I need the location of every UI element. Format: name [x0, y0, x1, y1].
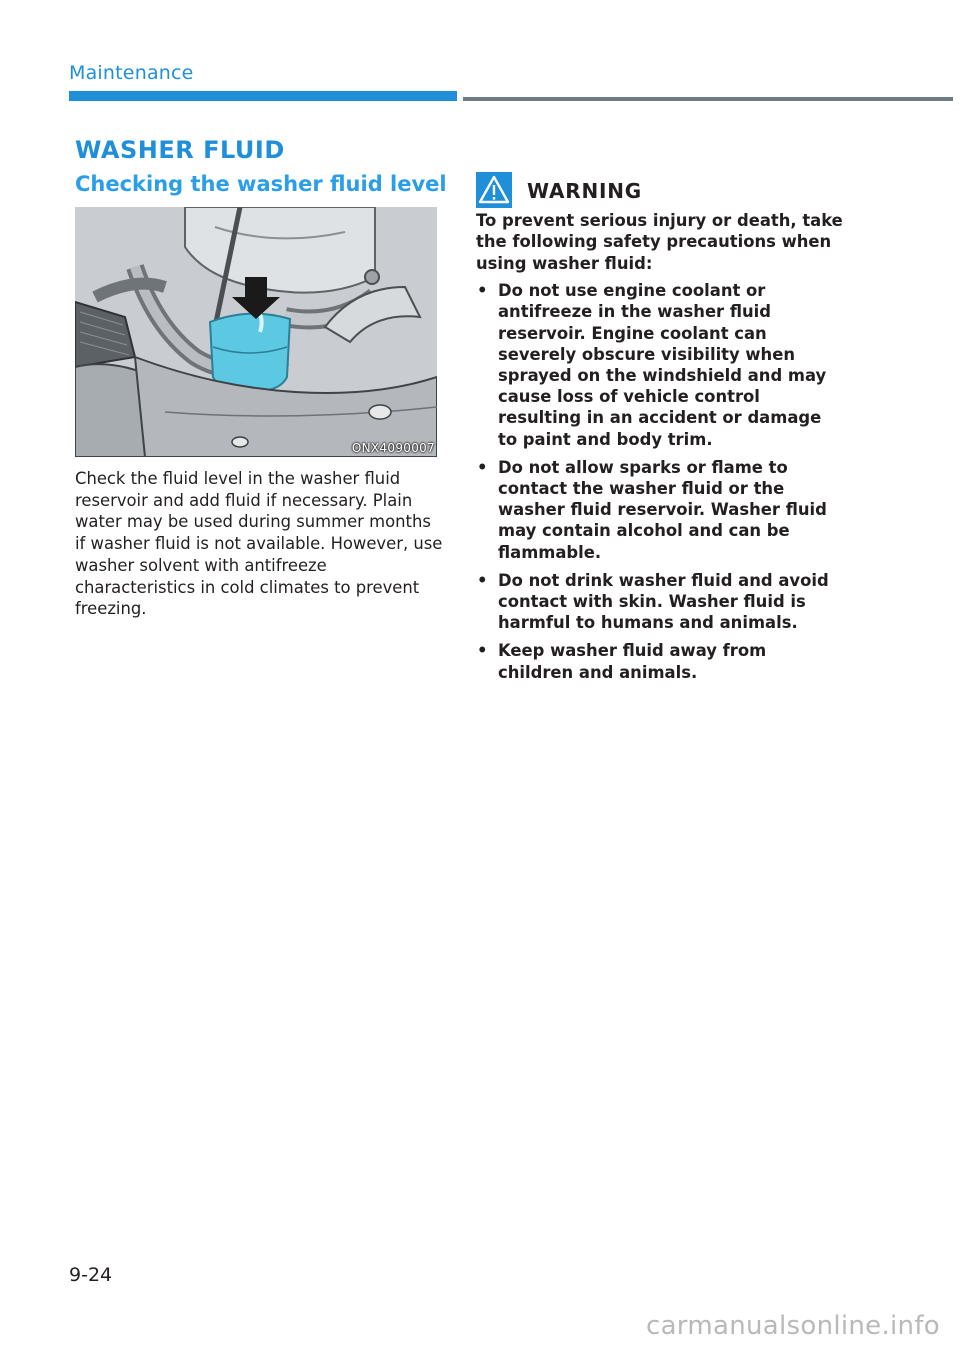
warning-item-text: Do not use engine coolant or antifreeze in the washer fluid reservoir. Engine coolant can severely obscure visibility when sprayed on the windshield and may cause loss of vehicle control resulting in an accident or damage to paint and body trim.: [498, 281, 827, 449]
washer-reservoir-drawing: [75, 207, 437, 457]
warning-item-text: Keep washer fluid away from children and animals.: [498, 641, 767, 682]
warning-triangle-icon: [476, 172, 512, 208]
warning-item-text: Do not allow sparks or flame to contact the washer fluid or the washer fluid reservoir. Washer fluid may contain alcohol and can be flammable.: [498, 457, 827, 562]
subsection-title: Checking the washer fluid level: [75, 172, 447, 196]
bullet-icon: •: [477, 281, 488, 301]
warning-header: [476, 172, 846, 210]
watermark: carmanualsonline.info: [645, 1311, 940, 1341]
header-rule-accent: [69, 91, 457, 101]
page-number: 9-24: [69, 1264, 113, 1286]
warning-list: [476, 280, 846, 683]
bullet-icon: •: [477, 457, 488, 477]
warning-item: [476, 640, 846, 682]
body-paragraph: Check the fluid level in the washer fluid reservoir and add fluid if necessary. Plain water may be used during summer months if washer fluid is not available. However, use washer solvent with antifreeze characteristics in cold climates to prevent freezing.: [75, 469, 443, 619]
warning-item-text: Do not drink washer fluid and avoid contact with skin. Washer fluid is harmful to humans and animals.: [498, 570, 829, 633]
bullet-icon: •: [477, 641, 488, 661]
warning-item: [476, 280, 846, 450]
warning-intro: To prevent serious injury or death, take the following safety precautions when using washer fluid:: [476, 211, 843, 273]
warning-item: [476, 570, 846, 634]
warning-item: [476, 457, 846, 563]
warning-box: [476, 172, 846, 690]
header-rule-gray: [463, 97, 953, 101]
running-header: Maintenance: [69, 62, 194, 84]
warning-title: WARNING: [527, 179, 642, 203]
section-title: WASHER FLUID: [75, 136, 285, 164]
figure-code: ONX4090007: [351, 441, 435, 455]
bullet-icon: •: [477, 570, 488, 590]
engine-bay-illustration: [75, 207, 437, 457]
